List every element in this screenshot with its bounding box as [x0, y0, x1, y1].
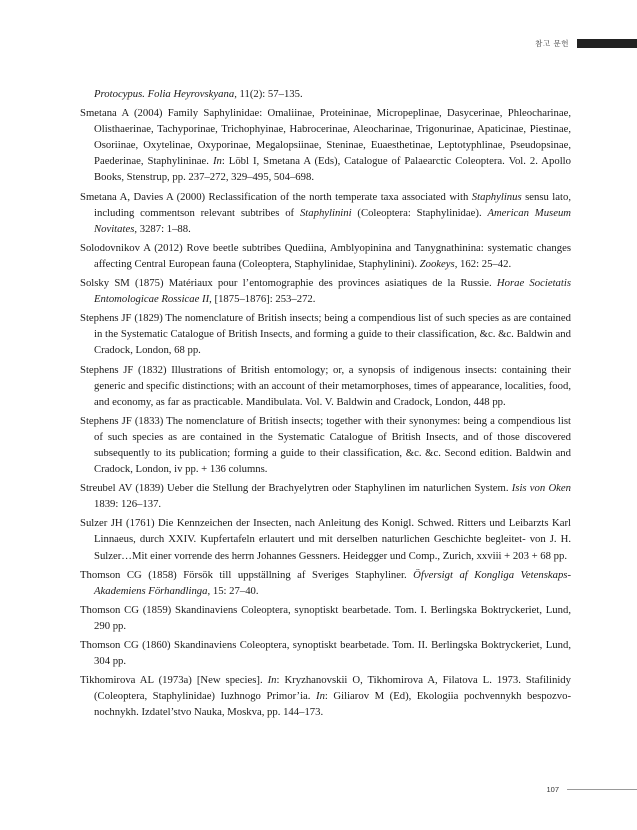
reference-entry: [80, 515, 571, 563]
reference-italic-segment: Isis von Oken: [511, 482, 571, 495]
reference-list: [80, 86, 571, 723]
reference-segment: , 162: 25–42.: [454, 257, 512, 270]
running-header: [535, 37, 637, 49]
reference-segment: Stephens JF (1832) Illustrations of British entomology; or, a synopsis of indigenous insects: containing their generic and specific distinctions; with an account of their metamorphoses, times of appearance, localities, food, and economy, as far as practicable. Mandibulata. Vol. V. Baldwin and Cradock, London, 448 pp.: [80, 363, 571, 408]
reference-italic-segment: In: [267, 674, 277, 687]
reference-segment: Stephens JF (1833) The nomenclature of British insects; together with their synonymes: being a compendious list of such species as are contained in the Systematic Catalogue of British Insects, and of those discovered subsequently to its publication; forming a guide to their classification, &c. &c. Second edition. Baldwin and Cradock, London, iv pp. + 136 columns.: [80, 414, 571, 476]
reference-italic-segment: American Museum Novitates: [94, 206, 572, 235]
page-footer: [546, 785, 637, 794]
reference-segment: Smetana A (2004) Family Saphylinidae: Omaliinae, Proteininae, Micropeplinae, Dasycerinae, Phleocharinae, Olisthaerinae, Tachyporinae, Trichophyinae, Habrocerinae, Aleocharinae, Trigonurinae, Apaticinae, Piestinae, Osoriinae, Oxytelinae, Oxyporinae, Megalopsiinae, Steninae, Euaesthetinae, Leptotyphlinae, Pseudopsinae, Paederinae, Staphylininae.: [80, 107, 571, 168]
reference-italic-segment: Horae Societatis Entomologicae Rossicae II: [94, 277, 571, 306]
reference-segment: Solsky SM (1875) Matériaux pour l’entomographie des provinces asiatiques de la Russie.: [80, 277, 497, 290]
reference-segment: Sulzer JH (1761) Die Kennzeichen der Insecten, nach Anleitung des Konigl. Schwed. Ritters und Leibarzts Karl Linnaeus, durch XXIV. Kupfertafeln erlautert und mit derselben naturlichen Geschichte begleitet- von J. H. Sulzer…Mit einer vorrende des herrn Johannes Gessners. Heidegger und Comp., Zurich, xxviii + 203 + 68 pp.: [80, 517, 571, 562]
reference-entry: [80, 567, 571, 599]
reference-segment: Solodovnikov A (2012) Rove beetle subtribes Quediina, Amblyopinina and Tanygnathinina: systematic changes affecting Central European fauna (Coleoptera, Staphylinidae, Staphylinini).: [80, 241, 571, 270]
reference-entry: [80, 275, 571, 307]
reference-segment: Tikhomirova AL (1973a) [New species].: [80, 674, 268, 687]
reference-segment: Stephens JF (1829) The nomenclature of British insects; being a compendious list of such species as are contained in the Systematic Catalogue of British Insects, and forming a guide to their classification, &c. &c. Baldwin and Cradock, London, 68 pp.: [80, 312, 571, 357]
reference-italic-segment: Öfversigt af Kongliga Vetenskaps-Akademiens Förhandlinga: [94, 568, 572, 597]
reference-italic-segment: In: [212, 155, 222, 168]
reference-italic-segment: Staphylinini: [299, 206, 352, 219]
reference-segment: (Coleoptera: Staphylinidae).: [351, 206, 488, 219]
reference-segment: Streubel AV (1839) Ueber die Stellung der Brachyelytren oder Staphylinen im naturlichen System.: [80, 482, 512, 495]
header-label: 참고 문헌: [535, 38, 569, 48]
footer-rule: [567, 789, 637, 790]
reference-entry: [80, 413, 571, 477]
reference-segment: , 15: 27–40.: [207, 584, 259, 597]
reference-italic-segment: Protocypus. Folia Heyrovskyana: [94, 88, 235, 100]
reference-italic-segment: Staphylinus: [471, 190, 522, 203]
reference-segment: , 3287: 1–88.: [134, 222, 191, 235]
reference-segment: Thomson CG (1859) Skandinaviens Coleoptera, synoptiskt bearbetade. Tom. I. Berlingska Boktryckeriet, Lund, 290 pp.: [80, 603, 571, 632]
reference-entry: [80, 105, 571, 185]
reference-entry: [80, 480, 571, 512]
reference-segment: sensu lato, including commentson relevant subtribes of: [94, 190, 572, 219]
reference-segment: : Kryzhanovskii O, Tikhomirova A, Filatova L. 1973. Stafilinidy (Coleoptera, Staphylinidae) Iuzhnogo Primor’ia.: [94, 674, 571, 703]
reference-entry: [80, 672, 571, 720]
reference-entry: [80, 86, 571, 102]
reference-entry: [80, 362, 571, 410]
reference-entry: [80, 240, 571, 272]
reference-segment: : Giliarov M (Ed), Ekologiia pochvennykh bespozvonochnykh. Izdatel’stvo Nauka, Moskva, pp. 144–173.: [94, 690, 571, 719]
header-bar: [577, 39, 637, 48]
reference-italic-segment: In: [316, 690, 325, 703]
reference-segment: , [1875–1876]: 253–272.: [209, 293, 316, 306]
reference-segment: Smetana A, Davies A (2000) Reclassification of the north temperate taxa associated with: [80, 190, 472, 203]
reference-entry: [80, 189, 571, 237]
reference-segment: : Löbl I, Smetana A (Eds), Catalogue of Palaearctic Coleoptera. Vol. 2. Apollo Books, Stenstrup, pp. 237–272, 329–495, 504–698.: [94, 155, 571, 184]
reference-segment: 1839: 126–137.: [94, 498, 162, 511]
reference-segment: Thomson CG (1858) Försök till uppställning af Sveriges Staphyliner.: [80, 568, 414, 581]
reference-segment: , 11(2): 57–135.: [234, 88, 303, 100]
reference-italic-segment: Zookeys: [419, 257, 455, 270]
reference-entry: [80, 602, 571, 634]
reference-entry: [80, 310, 571, 358]
page-number: 107: [546, 785, 559, 794]
reference-segment: Thomson CG (1860) Skandinaviens Coleoptera, synoptiskt bearbetade. Tom. II. Berlingska Boktryckeriet, Lund, 304 pp.: [80, 639, 571, 668]
reference-entry: [80, 637, 571, 669]
